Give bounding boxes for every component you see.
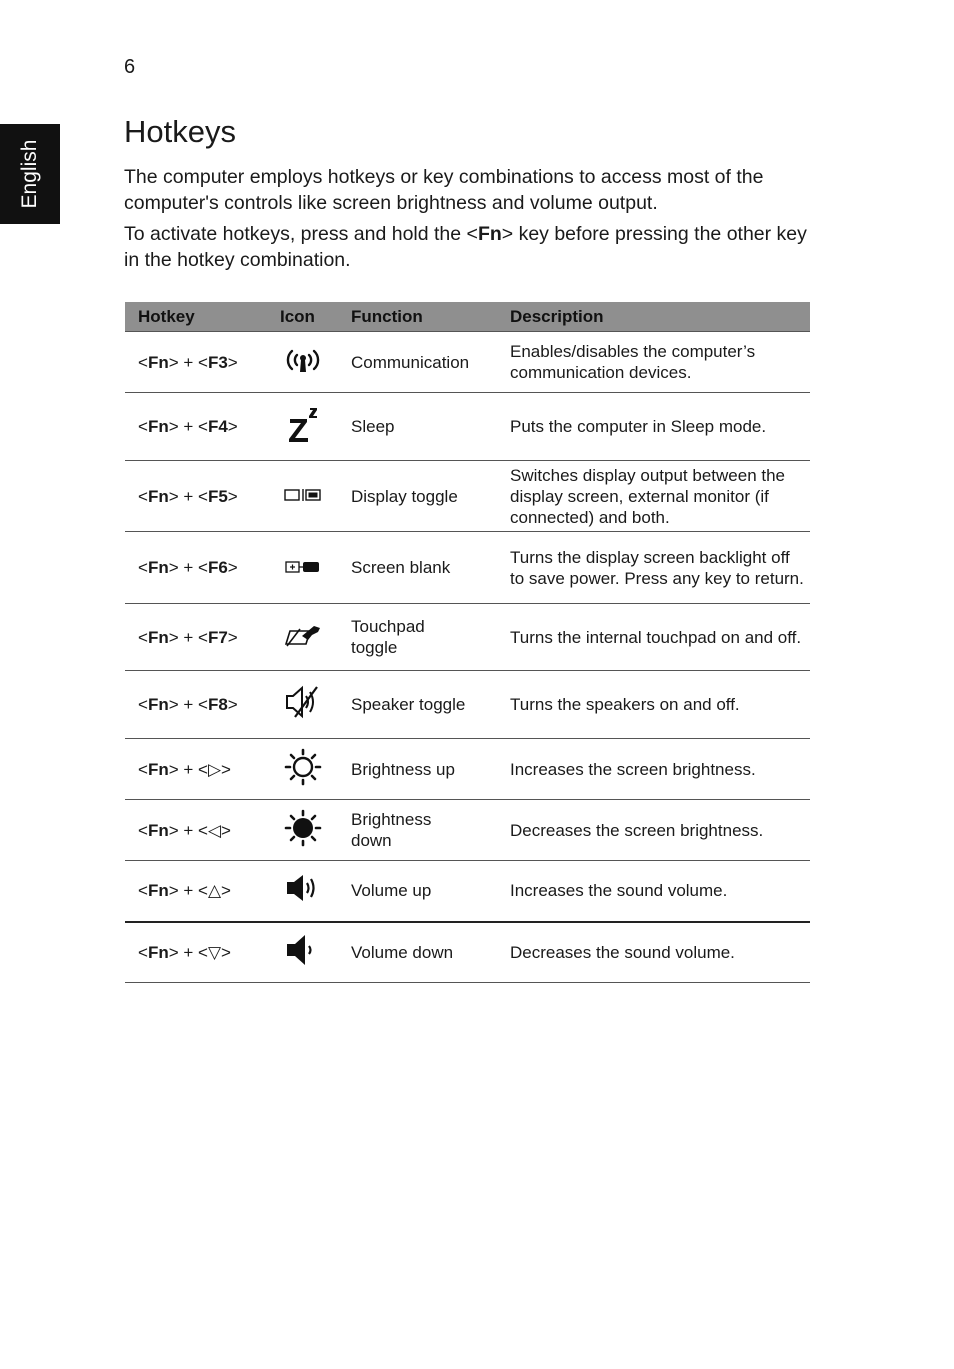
function-key: ▷ xyxy=(207,759,222,779)
icon-cell xyxy=(266,604,339,671)
brightness-down-icon xyxy=(284,809,322,852)
instruction-key: Fn xyxy=(477,223,502,245)
touchpad-toggle-icon xyxy=(284,623,322,652)
hotkey-cell: <Fn> + <F7> xyxy=(125,604,266,671)
brightness-up-icon xyxy=(284,748,322,791)
header-description: Description xyxy=(498,302,810,332)
icon-cell xyxy=(266,532,339,604)
modifier-key: Fn xyxy=(147,695,169,714)
function-key: F5 xyxy=(207,486,228,506)
modifier-key: Fn xyxy=(147,759,169,779)
function-key: F8 xyxy=(207,695,228,714)
table-header-row xyxy=(125,302,810,332)
hotkey-cell: <Fn> + <F6> xyxy=(125,532,266,604)
hotkey-cell: <Fn> + <F3> xyxy=(125,332,266,393)
language-tab-label: English xyxy=(18,139,41,209)
modifier-key: Fn xyxy=(147,352,169,372)
intro-paragraph: The computer employs hotkeys or key combinations to access most of the computer's controls like screen brightness and volume output. xyxy=(124,166,764,214)
language-tab xyxy=(0,124,60,224)
function-cell xyxy=(339,800,498,861)
hotkeys-table xyxy=(125,302,810,983)
function-key: △ xyxy=(207,881,222,901)
table-row xyxy=(125,532,810,604)
hotkey-cell: <Fn> + <F4> xyxy=(125,393,266,461)
icon-cell xyxy=(266,393,339,461)
description-cell: Turns the speakers on and off. xyxy=(498,671,810,739)
function-cell: Volume down xyxy=(339,922,498,983)
table-row xyxy=(125,861,810,922)
hotkey-cell: <Fn> + <F5> xyxy=(125,461,266,532)
function-cell: Speaker toggle xyxy=(339,671,498,739)
description-cell: Enables/disables the computer’s communication devices. xyxy=(498,332,810,393)
icon-cell xyxy=(266,861,339,922)
function-label: Touchpad toggle xyxy=(351,617,425,657)
table-row xyxy=(125,461,810,532)
icon-cell xyxy=(266,332,339,393)
function-cell xyxy=(339,604,498,671)
modifier-key: Fn xyxy=(147,942,169,962)
table-row xyxy=(125,739,810,800)
hotkey-cell: <Fn> + <▷> xyxy=(125,739,266,800)
function-key: ▽ xyxy=(207,942,222,962)
function-key: F6 xyxy=(207,558,228,577)
function-label: Brightness down xyxy=(351,810,432,850)
speaker-toggle-icon xyxy=(285,685,321,724)
function-cell: Communication xyxy=(339,332,498,393)
modifier-key: Fn xyxy=(147,558,169,577)
hotkey-cell: <Fn> + <F8> xyxy=(125,671,266,739)
volume-down-icon xyxy=(286,933,320,972)
hotkey-cell: <Fn> + <▽> xyxy=(125,922,266,983)
modifier-key: Fn xyxy=(147,417,169,436)
function-cell: Volume up xyxy=(339,861,498,922)
header-icon: Icon xyxy=(266,302,339,332)
description-cell: Decreases the sound volume. xyxy=(498,922,810,983)
function-cell: Screen blank xyxy=(339,532,498,604)
function-cell: Display toggle xyxy=(339,461,498,532)
table-row xyxy=(125,800,810,861)
instruction-text-start: To activate hotkeys, press and hold the < xyxy=(124,223,478,245)
icon-cell xyxy=(266,922,339,983)
instruction-paragraph xyxy=(124,221,814,273)
description-cell: Turns the display screen backlight off to save power. Press any key to return. xyxy=(498,532,810,604)
hotkey-cell: <Fn> + <◁> xyxy=(125,800,266,861)
description-cell: Turns the internal touchpad on and off. xyxy=(498,604,810,671)
instruction-text-end: > key before pressing the other key in the hotkey combination. xyxy=(124,223,807,271)
modifier-key: Fn xyxy=(147,881,169,901)
header-hotkey: Hotkey xyxy=(125,302,266,332)
page-title: Hotkeys xyxy=(124,114,236,149)
communication-icon xyxy=(284,345,322,380)
icon-cell xyxy=(266,739,339,800)
table-row xyxy=(125,332,810,393)
table-row xyxy=(125,393,810,461)
function-key: F3 xyxy=(207,352,228,372)
table-row xyxy=(125,671,810,739)
modifier-key: Fn xyxy=(147,486,169,506)
function-cell: Sleep xyxy=(339,393,498,461)
display-toggle-icon xyxy=(284,486,322,507)
screen-blank-icon xyxy=(285,558,321,579)
icon-cell xyxy=(266,461,339,532)
sleep-icon xyxy=(286,404,320,449)
function-cell: Brightness up xyxy=(339,739,498,800)
description-cell: Increases the sound volume. xyxy=(498,861,810,922)
function-key: F4 xyxy=(207,417,228,436)
description-cell: Decreases the screen brightness. xyxy=(498,800,810,861)
description-cell: Increases the screen brightness. xyxy=(498,739,810,800)
function-key: F7 xyxy=(207,627,228,647)
modifier-key: Fn xyxy=(147,820,169,840)
description-cell: Switches display output between the display screen, external monitor (if connected) and both. xyxy=(498,461,810,532)
modifier-key: Fn xyxy=(147,627,169,647)
icon-cell xyxy=(266,671,339,739)
header-function: Function xyxy=(339,302,498,332)
description-cell: Puts the computer in Sleep mode. xyxy=(498,393,810,461)
table-row xyxy=(125,604,810,671)
table-row xyxy=(125,922,810,983)
hotkey-cell: <Fn> + <△> xyxy=(125,861,266,922)
icon-cell xyxy=(266,800,339,861)
function-key: ◁ xyxy=(207,820,222,840)
volume-up-icon xyxy=(286,873,320,908)
page-number: 6 xyxy=(124,56,136,78)
